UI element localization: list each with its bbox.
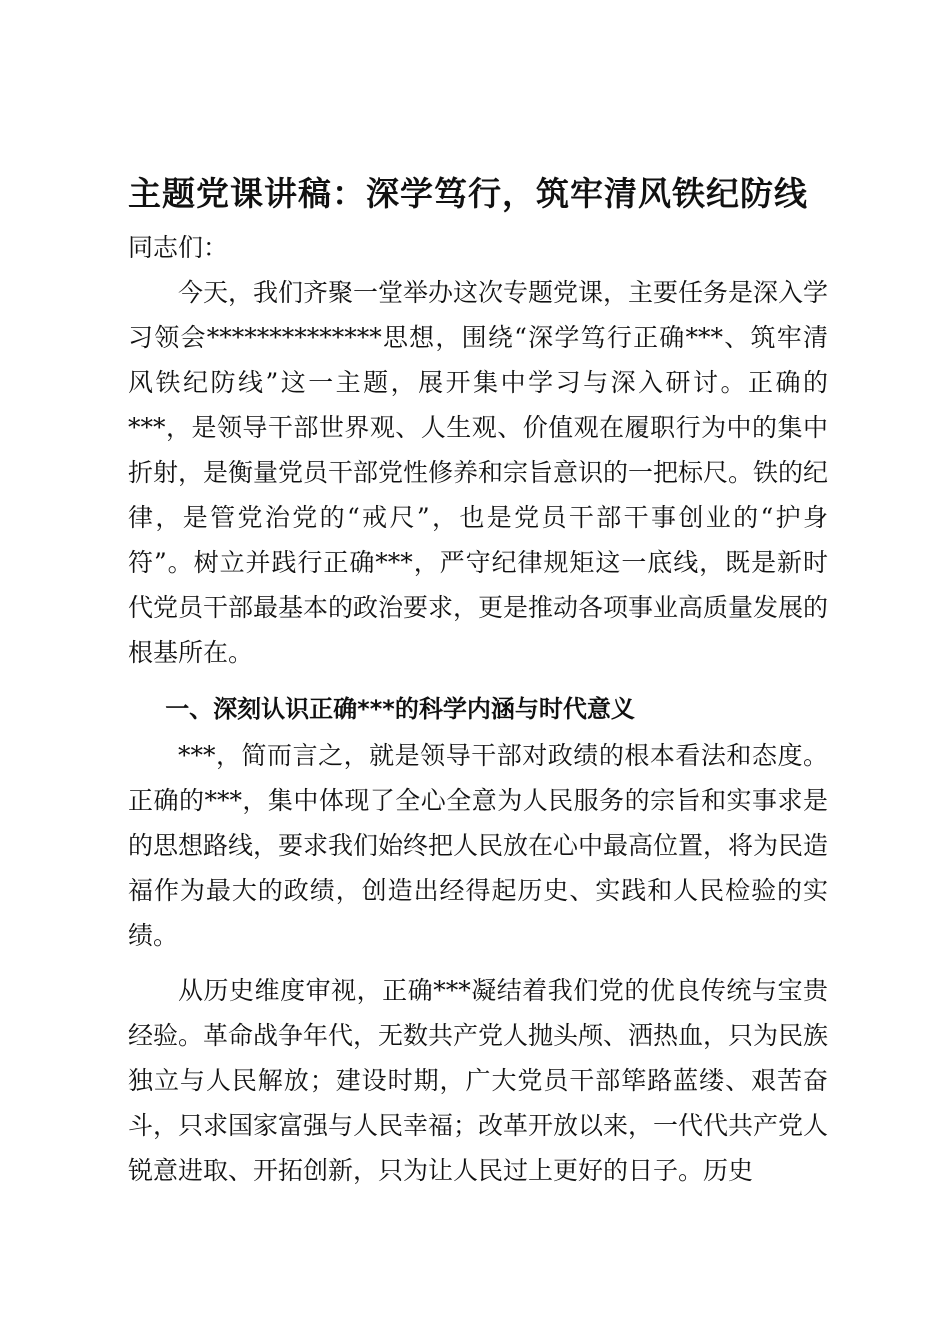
document-title: 主题党课讲稿：深学笃行，筑牢清风铁纪防线 xyxy=(128,174,808,213)
document-page xyxy=(128,166,828,1193)
section-heading-1: 一、深刻认识正确***的科学内涵与时代意义 xyxy=(165,695,635,723)
section-1-paragraph-2: 从历史维度审视，正确***凝结着我们党的优良传统与宝贵经验。革命战争年代，无数共产党人抛头颅、洒热血，只为民族独立与人民解放；建设时期，广大党员干部筚路蓝缕、艰苦奋斗，只求国家富强与人民幸福；改革开放以来，一代代共产党人锐意进取、开拓创新，只为让人民过上更好的日子。历史 xyxy=(128,976,829,1185)
salutation: 同志们： xyxy=(128,233,229,262)
section-1-paragraph-1: ***，简而言之，就是领导干部对政绩的根本看法和态度。正确的***，集中体现了全心全意为人民服务的宗旨和实事求是的思想路线，要求我们始终把人民放在心中最高位置，将为民造福作为最大的政绩，创造出经得起历史、实践和人民检验的实绩。 xyxy=(128,741,829,950)
intro-paragraph: 今天，我们齐聚一堂举办这次专题党课，主要任务是深入学习领会**************思想，围绕“深学笃行正确***、筑牢清风铁纪防线”这一主题，展开集中学习与深入研讨。正确的***，是领导干部世界观、人生观、价值观在履职行为中的集中折射，是衡量党员干部党性修养和宗旨意识的一把标尺。铁的纪律，是管党治党的“戒尺”，也是党员干部干事创业的“护身符”。树立并践行正确***，严守纪律规矩这一底线，既是新时代党员干部最基本的政治要求，更是推动各项事业高质量发展的根基所在。 xyxy=(128,278,829,667)
